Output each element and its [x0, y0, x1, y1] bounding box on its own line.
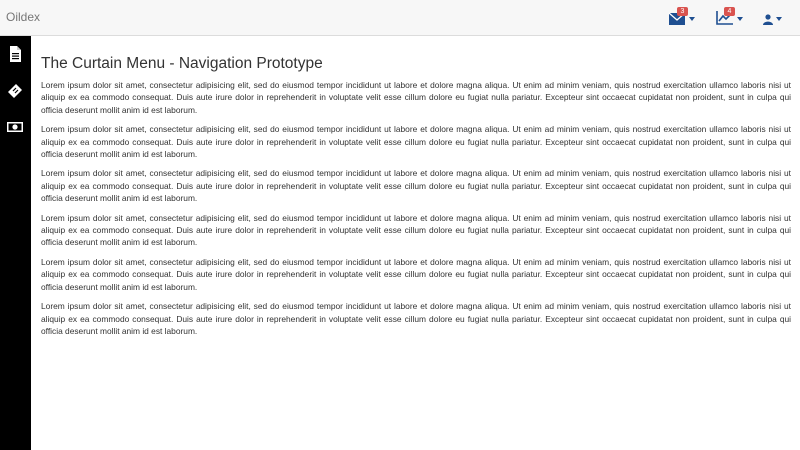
ticket-icon [5, 81, 25, 99]
sidebar-item-tickets[interactable] [5, 81, 25, 99]
mail-dropdown[interactable] [669, 8, 697, 28]
mail-badge: 3 [677, 7, 688, 16]
main-content [41, 36, 791, 344]
paragraph: Lorem ipsum dolor sit amet, consectetur adipisicing elit, sed do eiusmod tempor incididunt ut labore et dolore magna aliqua. Ut enim ad minim veniam, quis nostrud exercitation ullamco laboris nisi ut aliquip ex ea commodo consequat. Duis aute irure dolor in reprehenderit in voluptate velit esse cillum dolore eu fugiat nulla pariatur. Excepteur sint occaecat cupidatat non proident, sunt in culpa qui officia deserunt mollit anim id est laborum. [41, 301, 791, 336]
user-icon [763, 14, 773, 25]
paragraph: Lorem ipsum dolor sit amet, consectetur adipisicing elit, sed do eiusmod tempor incididunt ut labore et dolore magna aliqua. Ut enim ad minim veniam, quis nostrud exercitation ullamco laboris nisi ut aliquip ex ea commodo consequat. Duis aute irure dolor in reprehenderit in voluptate velit esse cillum dolore eu fugiat nulla pariatur. Excepteur sint occaecat cupidatat non proident, sunt in culpa qui officia deserunt mollit anim id est laborum. [41, 212, 791, 248]
chevron-down-icon [737, 17, 743, 21]
paragraph: Lorem ipsum dolor sit amet, consectetur adipisicing elit, sed do eiusmod tempor incididunt ut labore et dolore magna aliqua. Ut enim ad minim veniam, quis nostrud exercitation ullamco laboris nisi ut aliquip ex ea commodo consequat. Duis aute irure dolor in reprehenderit in voluptate velit esse cillum dolore eu fugiat nulla pariatur. Excepteur sint occaecat cupidatat non proident, sunt in culpa qui officia deserunt mollit anim id est laborum. [41, 124, 791, 160]
money-icon [5, 118, 25, 136]
user-dropdown[interactable] [763, 8, 785, 28]
brand-logo[interactable]: Oildex [6, 10, 41, 24]
chevron-down-icon [689, 17, 695, 21]
document-icon [5, 45, 25, 63]
chart-dropdown[interactable] [716, 8, 744, 28]
paragraph: Lorem ipsum dolor sit amet, consectetur adipisicing elit, sed do eiusmod tempor incididunt ut labore et dolore magna aliqua. Ut enim ad minim veniam, quis nostrud exercitation ullamco laboris nisi ut aliquip ex ea commodo consequat. Duis aute irure dolor in reprehenderit in voluptate velit esse cillum dolore eu fugiat nulla pariatur. Excepteur sint occaecat cupidatat non proident, sunt in culpa qui officia deserunt mollit anim id est laborum. [41, 256, 791, 292]
sidebar [0, 36, 31, 450]
chart-badge: 4 [724, 7, 735, 16]
paragraph: Lorem ipsum dolor sit amet, consectetur adipisicing elit, sed do eiusmod tempor incididunt ut labore et dolore magna aliqua. Ut enim ad minim veniam, quis nostrud exercitation ullamco laboris nisi ut aliquip ex ea commodo consequat. Duis aute irure dolor in reprehenderit in voluptate velit esse cillum dolore eu fugiat nulla pariatur. Excepteur sint occaecat cupidatat non proident, sunt in culpa qui officia deserunt mollit anim id est laborum. [41, 168, 791, 204]
chevron-down-icon [776, 17, 782, 21]
sidebar-item-documents[interactable] [5, 45, 25, 63]
top-navbar [0, 0, 800, 36]
page-title: The Curtain Menu - Navigation Prototype [41, 55, 323, 72]
paragraph: Lorem ipsum dolor sit amet, consectetur adipisicing elit, sed do eiusmod tempor incididunt ut labore et dolore magna aliqua. Ut enim ad minim veniam, quis nostrud exercitation ullamco laboris nisi ut aliquip ex ea commodo consequat. Duis aute irure dolor in reprehenderit in voluptate velit esse cillum dolore eu fugiat nulla pariatur. Excepteur sint occaecat cupidatat non proident, sunt in culpa qui officia deserunt mollit anim id est laborum. [41, 80, 791, 115]
sidebar-item-billing[interactable] [5, 118, 25, 136]
